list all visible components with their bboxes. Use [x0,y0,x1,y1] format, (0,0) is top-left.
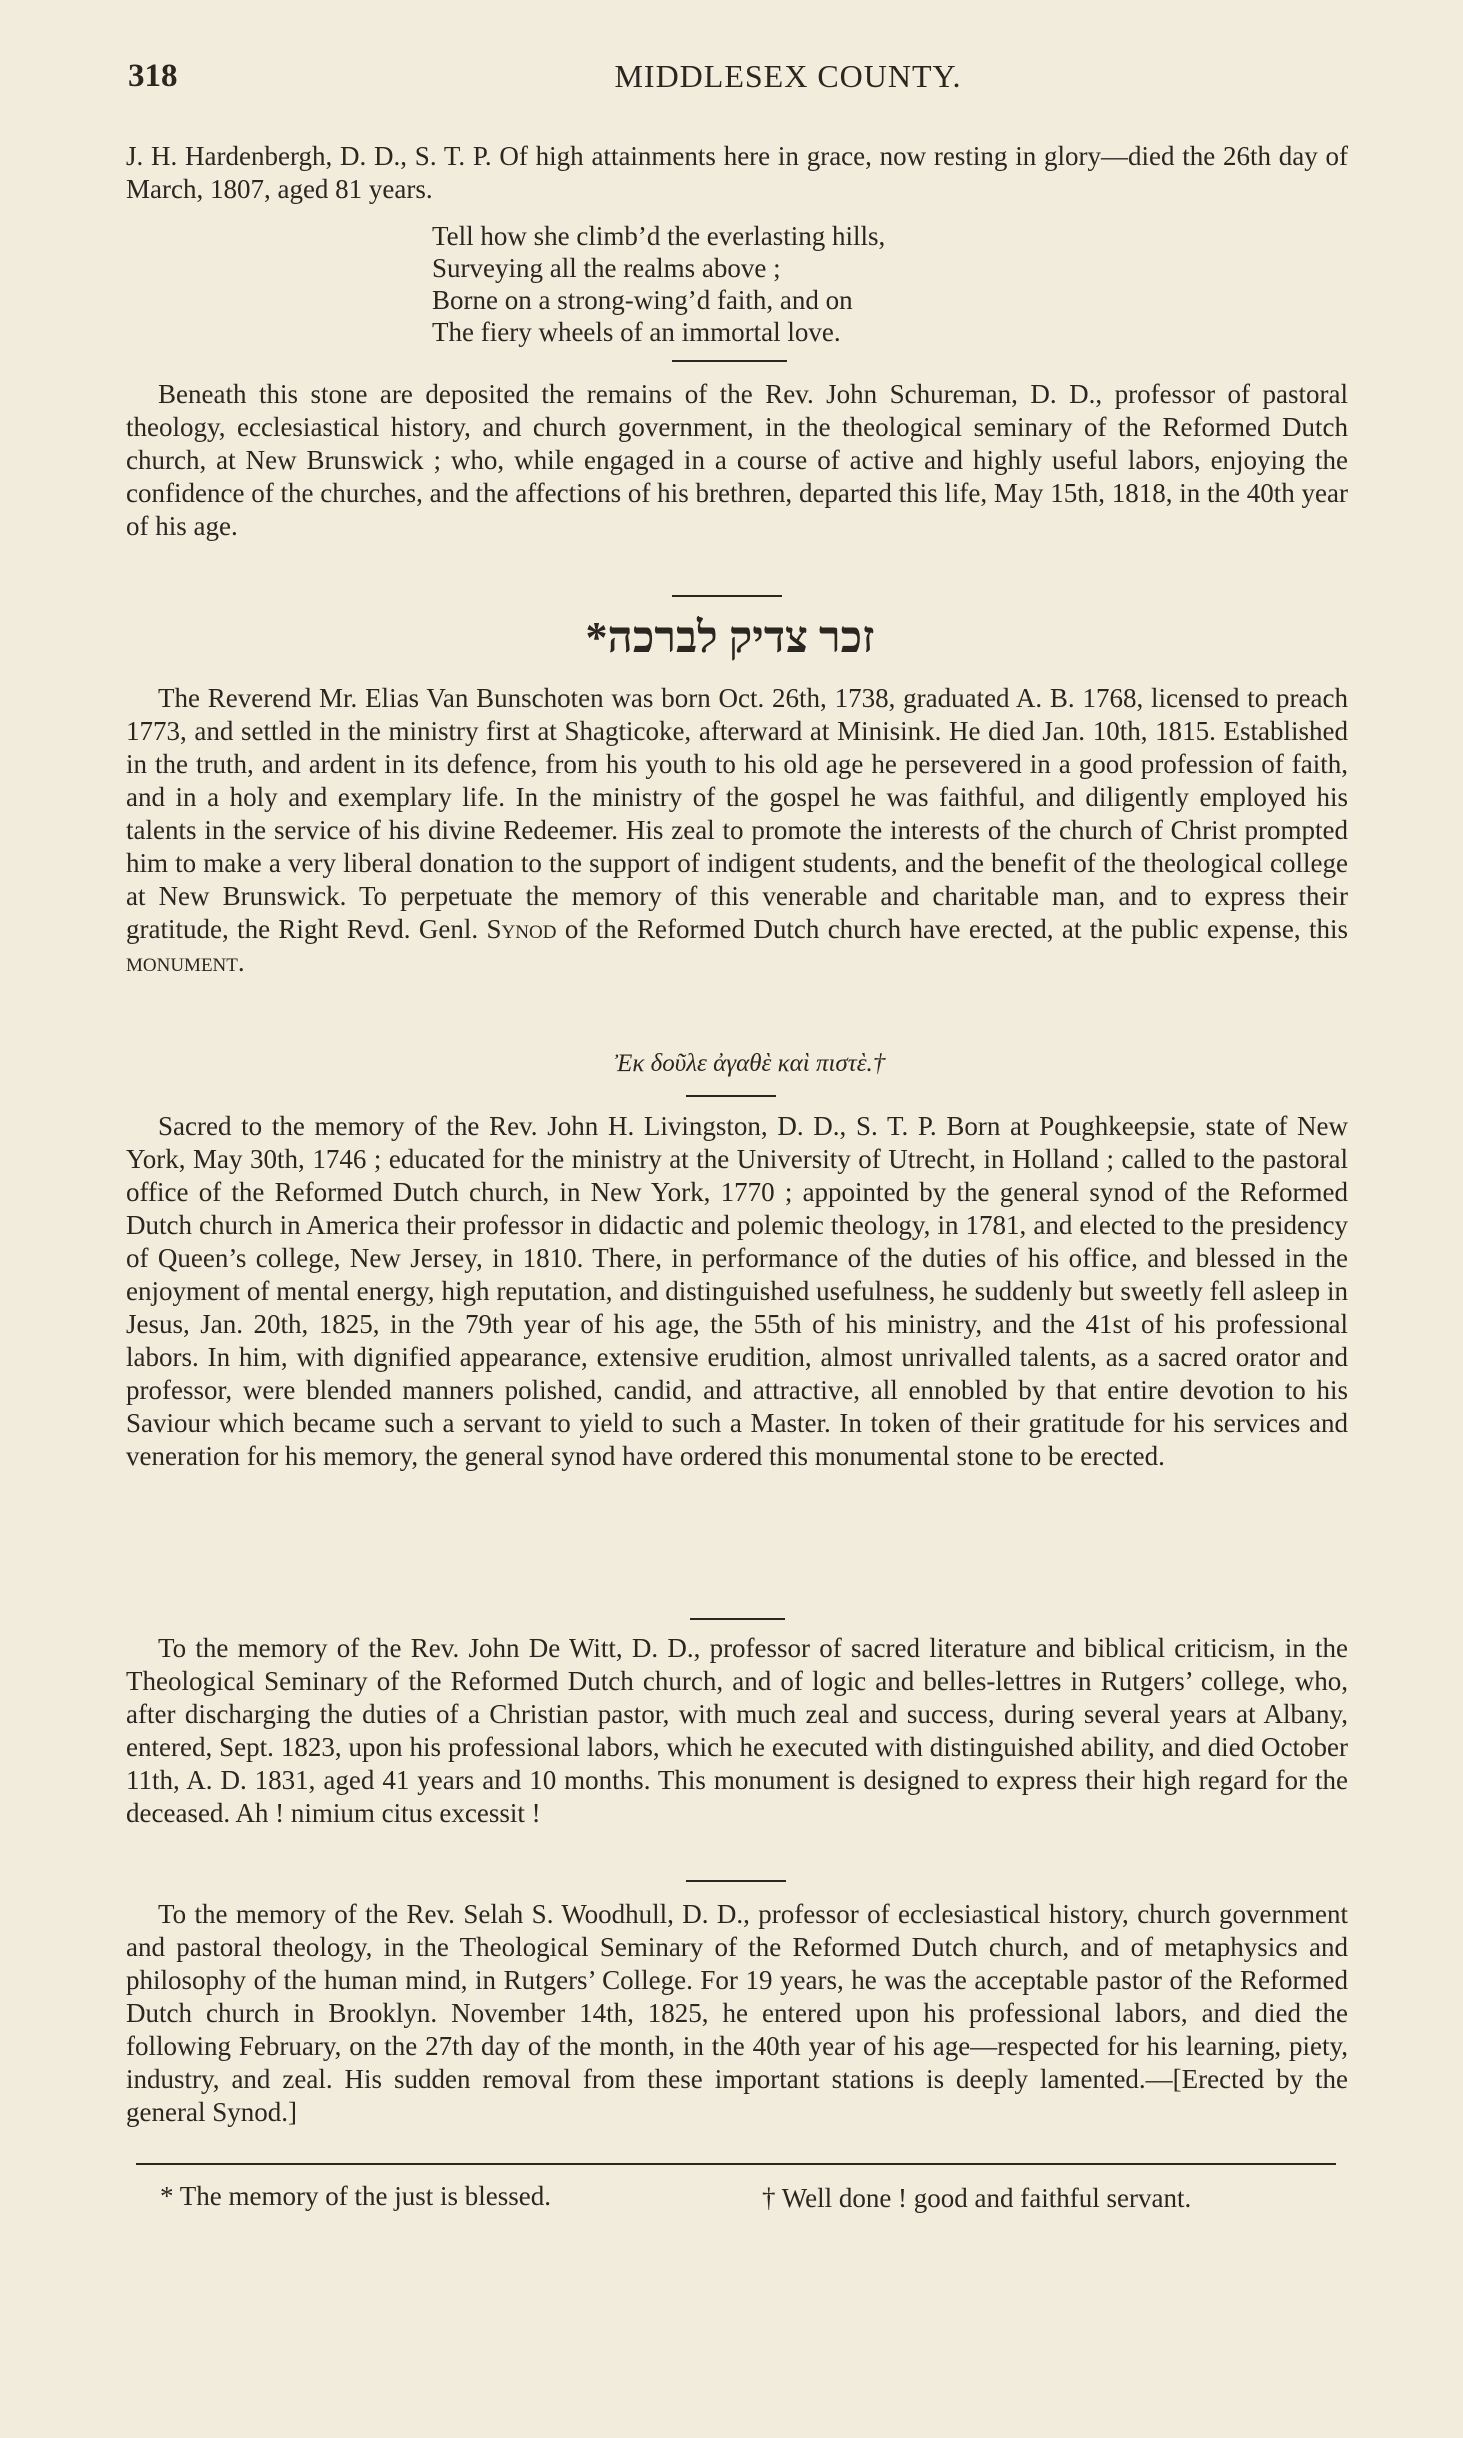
footnote-rule [136,2163,1336,2165]
epitaph-van-bunschoten [126,682,1348,979]
running-head: MIDDLESEX COUNTY. [614,58,962,94]
page-header [128,58,1348,108]
section-divider [672,595,782,597]
epitaph-hardenbergh [126,140,1348,206]
section-divider [686,1095,776,1097]
epitaph-schureman [126,378,1348,543]
epitaph-schureman-text: Beneath this stone are deposited the remains of the Rev. John Schureman, D. D., professor of pastoral theology, ecclesiastical history, and church government, in the theological seminary of the Reformed Dutch church, at New Brunswick ; who, while engaged in a course of active and highly useful labors, enjoying the confidence of the churches, and the affections of his brethren, departed this life, May 15th, 1818, in the 40th year of his age. [126,379,1348,541]
epitaph-livingston [126,1110,1348,1473]
footnote-marker: * [585,613,608,662]
greek-inscription: Ἐκ δοῦλε ἀγαθὲ καὶ πιστὲ.† [614,1050,886,1077]
verse-stanza [432,220,885,348]
epitaph-woodhull [126,1898,1348,2129]
hebrew-text: זכר צדיק לברכה [607,613,875,662]
verse-line: Tell how she climb’d the everlasting hills, [432,221,886,251]
page-number: 318 [128,58,178,94]
epitaph-livingston-text: Sacred to the memory of the Rev. John H. Livingston, D. D., S. T. P. Born at Poughkeepsie, state of New York, May 30th, 1746 ; educated for the ministry at the University of Utrecht, in Holland ; called to the pastoral office of the Reformed Dutch church, in New York, 1770 ; appointed by the general synod of the Reformed Dutch church in America their professor in didactic and polemic theology, in 1781, and elected to the presidency of Queen’s college, New Jersey, in 1810. There, in performance of the duties of his office, and blessed in the enjoyment of mental energy, high reputation, and distinguished usefulness, he suddenly but sweetly fell asleep in Jesus, Jan. 20th, 1825, in the 79th year of his age, the 55th of his ministry, and the 41st of his professional labors. In him, with dignified appearance, extensive erudition, almost unrivalled talents, as a sacred orator and professor, were blended manners polished, candid, and attractive, all ennobled by that entire devotion to his Saviour which became such a servant to yield to such a Master. In token of their gratitude for his services and veneration for his memory, the general synod have ordered this monumental stone to be erected. [126,1111,1348,1471]
verse-line: The fiery wheels of an immortal love. [432,317,841,347]
verse-line: Surveying all the realms above ; [432,253,781,283]
epitaph-van-bunschoten-text [126,682,1348,979]
epitaph-hardenbergh-text: J. H. Hardenbergh, D. D., S. T. P. Of high attainments here in grace, now resting in glory—died the 26th day of March, 1807, aged 81 years. [126,141,1348,204]
footnote-2: † Well done ! good and faithful servant. [762,2183,1192,2213]
epitaph-de-witt [126,1632,1348,1830]
van-bunschoten-main: The Reverend Mr. Elias Van Bunschoten was born Oct. 26th, 1738, graduated A. B. 1768, licensed to preach 1773, and settled in the ministry first at Shagticoke, afterward at Minisink. He died Jan. 10th, 1815. Established in the truth, and ardent in its defence, from his youth to his old age he persevered in a good profession of faith, and in a holy and exemplary life. In the ministry of the gospel he was faithful, and diligently employed his talents in the service of his divine Redeemer. His zeal to promote the interests of the church of Christ prompted him to make a very liberal donation to the support of indigent students, and the benefit of the theological college at New Brunswick. To perpetuate the memory of this venerable and charitable man, and to express their gratitude, the Right Revd. Genl. [126,683,1348,944]
epitaph-de-witt-text: To the memory of the Rev. John De Witt, D. D., professor of sacred literature and biblical criticism, in the Theological Seminary of the Reformed Dutch church, and of logic and belles-lettres in Rutgers’ college, who, after discharging the duties of a Christian pastor, with much zeal and success, during several years at Albany, entered, Sept. 1823, upon his professional labors, which he executed with distinguished ability, and died October 11th, A. D. 1831, aged 41 years and 10 months. This monument is designed to express their high regard for the deceased. Ah ! nimium citus excessit ! [126,1633,1348,1828]
monument-word: monument. [126,947,245,977]
section-divider [690,1618,785,1620]
hebrew-inscription [480,612,980,663]
epitaph-woodhull-text: To the memory of the Rev. Selah S. Woodhull, D. D., professor of ecclesiastical history, church government and pastoral theology, in the Theological Seminary of the Reformed Dutch church, and of metaphysics and philosophy of the human mind, in Rutgers’ College. For 19 years, he was the acceptable pastor of the Reformed Dutch church in Brooklyn. November 14th, 1825, he entered upon his professional labors, and died the following February, on the 27th day of the month, in the 40th year of his age—respected for his learning, piety, industry, and zeal. His sudden removal from these important stations is deeply lamented.—[Erected by the general Synod.] [126,1899,1348,2127]
section-divider [672,360,787,362]
footnote-1: * The memory of the just is blessed. [160,2181,551,2211]
section-divider [686,1880,786,1882]
van-bunschoten-mid: of the Reformed Dutch church have erected, at the public expense, this [564,914,1349,944]
verse-line: Borne on a strong-wing’d faith, and on [432,285,853,315]
synod-word: Synod [486,914,557,944]
